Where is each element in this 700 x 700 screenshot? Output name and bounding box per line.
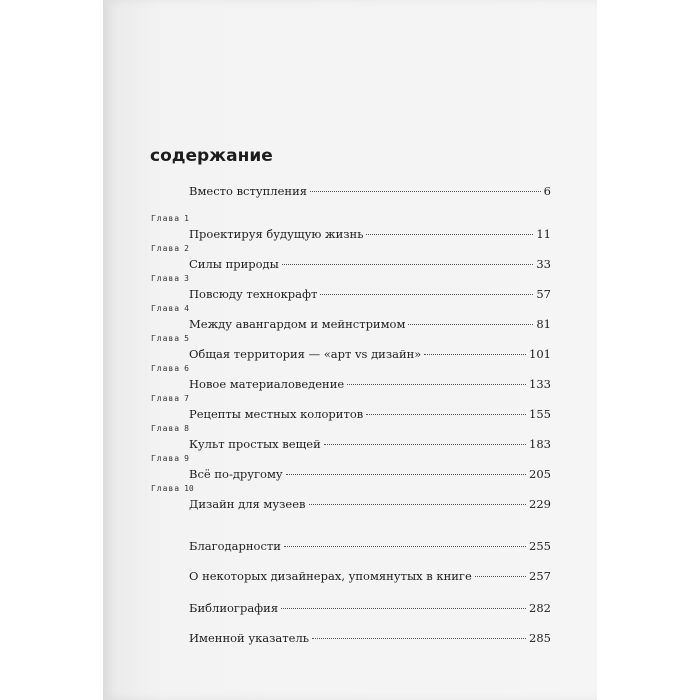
chapter-number: 10 [184, 484, 194, 493]
chapter-label [151, 454, 189, 463]
chapter-label [151, 364, 189, 373]
chapter-label [151, 214, 189, 223]
entry-page-number: 183 [529, 437, 551, 451]
entry-title: Вместо вступления [189, 184, 307, 198]
toc-entry [0, 618, 700, 658]
entry-page-number: 255 [529, 539, 551, 553]
entry-page-number: 33 [536, 257, 551, 271]
chapter-label [151, 394, 189, 403]
entry-title: Именной указатель [189, 631, 310, 645]
chapter-number: 3 [184, 274, 189, 283]
chapter-label [151, 424, 189, 433]
entry-title: Благодарности [189, 539, 281, 553]
entry-title: Повсюду технокрафт [189, 287, 318, 301]
dot-leader [475, 576, 526, 577]
chapter-number: 8 [184, 424, 189, 433]
dot-leader [312, 638, 526, 639]
chapter-number: 6 [184, 364, 189, 373]
dot-leader [286, 474, 526, 475]
entry-page-number: 282 [529, 601, 551, 615]
chapter-word: Глава [151, 214, 181, 223]
chapter-label [151, 274, 189, 283]
entry-page-number: 257 [529, 569, 551, 583]
chapter-label [151, 304, 189, 313]
entry-page-number: 101 [529, 347, 551, 361]
chapter-word: Глава [151, 484, 181, 493]
entry-page-number: 81 [536, 317, 551, 331]
entry-page-number: 205 [529, 467, 551, 481]
chapter-word: Глава [151, 244, 181, 253]
dot-leader [310, 191, 541, 192]
chapter-label [151, 244, 189, 253]
chapter-word: Глава [151, 304, 181, 313]
dot-leader [282, 264, 534, 265]
chapter-number: 4 [184, 304, 189, 313]
entry-page-number: 285 [529, 631, 551, 645]
entry-title: Общая территория — «арт vs дизайн» [189, 347, 422, 361]
entry-page-number: 6 [543, 184, 551, 198]
entry-title: Всё по-другому [189, 467, 283, 481]
toc-entry [0, 484, 700, 524]
entry-title: Дизайн для музеев [189, 497, 306, 511]
entry-title: Культ простых вещей [189, 437, 321, 451]
chapter-number: 7 [184, 394, 189, 403]
chapter-word: Глава [151, 424, 181, 433]
entry-title: Рецепты местных колоритов [189, 407, 364, 421]
dot-leader [366, 414, 526, 415]
entry-page-number: 57 [536, 287, 551, 301]
entry-title: Силы природы [189, 257, 279, 271]
dot-leader [366, 234, 533, 235]
chapter-word: Глава [151, 274, 181, 283]
dot-leader [324, 444, 526, 445]
chapter-number: 5 [184, 334, 189, 343]
chapter-word: Глава [151, 364, 181, 373]
dot-leader [320, 294, 533, 295]
chapter-number: 1 [184, 214, 189, 223]
dot-leader [408, 324, 533, 325]
chapter-word: Глава [151, 454, 181, 463]
dot-leader [281, 608, 526, 609]
dot-leader [284, 546, 526, 547]
chapter-word: Глава [151, 394, 181, 403]
entry-page-number: 229 [529, 497, 551, 511]
entry-title: Проектируя будущую жизнь [189, 227, 364, 241]
toc-entry [0, 171, 700, 211]
chapter-word: Глава [151, 334, 181, 343]
entry-page-number: 133 [529, 377, 551, 391]
entry-title: Между авангардом и мейнстримом [189, 317, 406, 331]
chapter-number: 2 [184, 244, 189, 253]
entry-title: Библиография [189, 601, 279, 615]
dot-leader [309, 504, 527, 505]
entry-page-number: 11 [536, 227, 551, 241]
chapter-number: 9 [184, 454, 189, 463]
entry-title: Новое материаловедение [189, 377, 345, 391]
dot-leader [347, 384, 526, 385]
chapter-label [151, 334, 189, 343]
entry-page-number: 155 [529, 407, 551, 421]
chapter-label [151, 484, 194, 493]
entry-title: О некоторых дизайнерах, упомянутых в книге [189, 569, 472, 583]
toc-heading: содержание [150, 146, 273, 166]
dot-leader [424, 354, 526, 355]
